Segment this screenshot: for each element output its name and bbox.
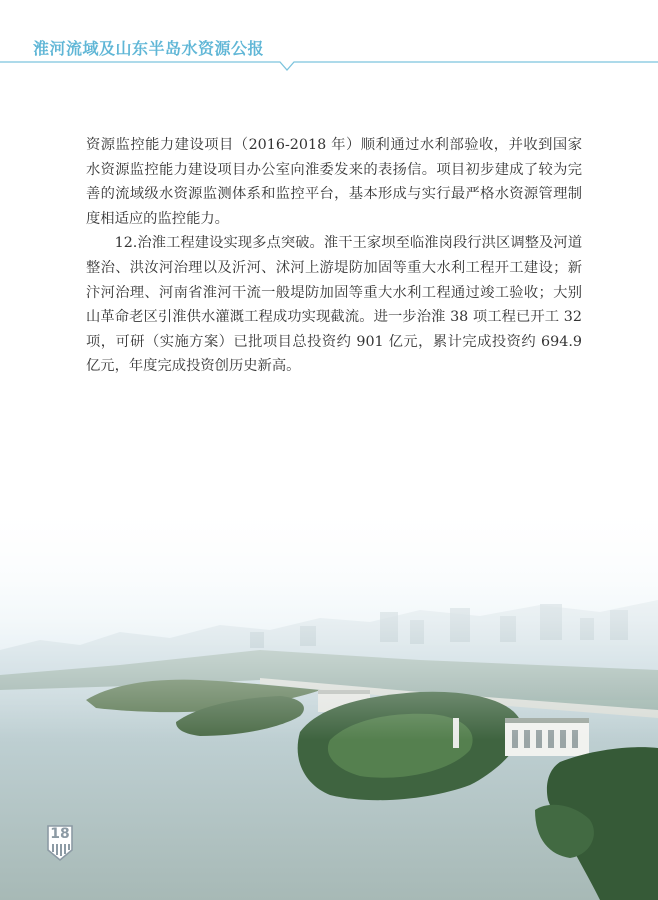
paragraph-2: 12.治淮工程建设实现多点突破。淮干王家坝至临淮岗段行洪区调整及河道整治、洪汝河治理以及沂河、沭河上游堤防加固等重大水利工程开工建设；新汴河治理、河南省淮河干流一般堤防加固等重大水利工程通过竣工验收；大别山革命老区引淮供水灌溉工程成功实现截流。进一步治淮 38 项工程已开工 32 项，可研（实施方案）已批项目总投资约 901 亿元，累计完成投资约 694.9 亿元，年度完成投资创历史新高。 [86, 235, 582, 375]
page-number-badge [45, 822, 75, 862]
paragraph-1: 资源监控能力建设项目（2016-2018 年）顺利通过水利部验收，并收到国家水资源监控能力建设项目办公室向淮委发来的表扬信。项目初步建成了较为完善的流域级水资源监测体系和监控平台，基本形成与实行最严格水资源管理制度相适应的监控能力。 [86, 137, 582, 227]
body-text [86, 133, 582, 379]
page-number: 18 [50, 826, 70, 842]
page-header [0, 0, 658, 80]
header-title: 淮河流域及山东半岛水资源公报 [33, 39, 265, 58]
aerial-river-photo [0, 500, 658, 900]
